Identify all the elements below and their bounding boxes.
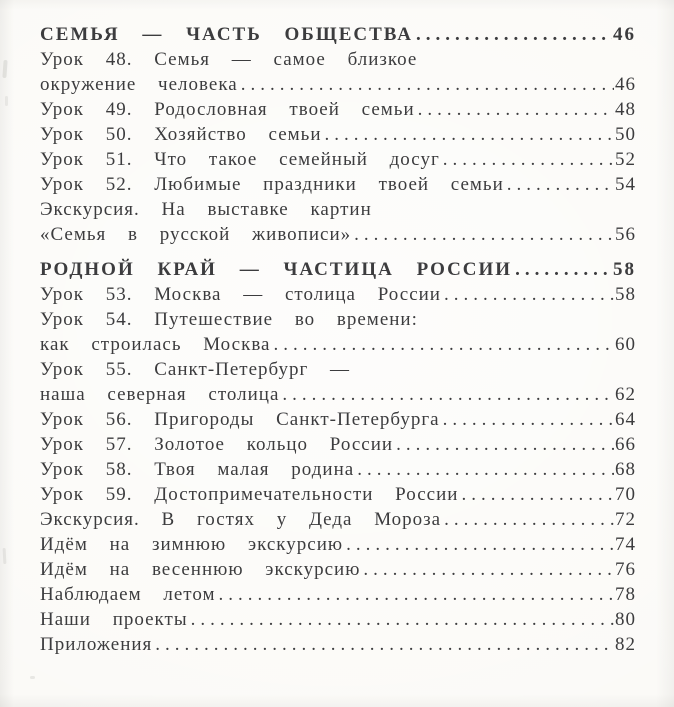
page-number: 82 xyxy=(615,634,636,655)
dot-leader xyxy=(444,507,614,532)
entry-title: Экскурсия. В гостях у Деда Мороза xyxy=(40,509,442,530)
toc-entry xyxy=(40,357,636,407)
page-number: 46 xyxy=(613,24,636,45)
toc-entry-line xyxy=(40,407,636,432)
page-number: 68 xyxy=(615,459,636,480)
entry-title: Урок 51. Что такое семейный досуг xyxy=(40,149,440,170)
toc-entry-line xyxy=(40,607,636,632)
toc-entry-line xyxy=(40,582,636,607)
toc-entry xyxy=(40,307,636,357)
page-number: 58 xyxy=(615,284,636,305)
page-number: 46 xyxy=(615,74,636,95)
page-number: 66 xyxy=(615,434,636,455)
dot-leader xyxy=(444,282,614,307)
toc-entry-line xyxy=(40,382,636,407)
entry-title: Наши проекты xyxy=(40,609,188,630)
entry-title-line: Урок 48. Семья — самое близкое xyxy=(40,49,418,70)
entry-title: Урок 57. Золотое кольцо России xyxy=(40,434,394,455)
toc-entry-line xyxy=(40,147,636,172)
dot-leader xyxy=(354,222,614,247)
dot-leader xyxy=(219,582,615,607)
entry-title: Урок 49. Родословная твоей семьи xyxy=(40,99,415,120)
entry-title: Идём на весеннюю экскурсию xyxy=(40,559,361,580)
entry-title: «Семья в русской живописи» xyxy=(40,224,352,245)
toc-entry-line xyxy=(40,457,636,482)
dot-leader xyxy=(241,72,614,97)
dot-leader xyxy=(273,332,614,357)
dot-leader xyxy=(324,122,614,147)
dot-leader xyxy=(155,632,614,657)
entry-title: Урок 59. Достопримечательности России xyxy=(40,484,459,505)
toc-entry xyxy=(40,147,636,172)
toc-entry xyxy=(40,122,636,147)
entry-title: Урок 50. Хозяйство семьи xyxy=(40,124,322,145)
toc-entry-line xyxy=(40,172,636,197)
dot-leader xyxy=(443,407,614,432)
entry-title: Наблюдаем летом xyxy=(40,584,216,605)
toc-entry-line xyxy=(40,222,636,247)
entry-title: Урок 58. Твоя малая родина xyxy=(40,459,355,480)
dot-leader xyxy=(357,457,614,482)
dot-leader xyxy=(416,22,612,47)
dot-leader xyxy=(282,382,614,407)
toc-entry-line xyxy=(40,557,636,582)
toc-entry xyxy=(40,282,636,307)
toc-section xyxy=(40,257,636,657)
page-number: 62 xyxy=(615,384,636,405)
scan-artifact xyxy=(30,676,35,679)
toc-entry-line xyxy=(40,282,636,307)
toc-section-header xyxy=(40,257,636,282)
toc-entry-line xyxy=(40,632,636,657)
toc-entry xyxy=(40,97,636,122)
dot-leader xyxy=(515,257,612,282)
toc-entry xyxy=(40,482,636,507)
page-number: 60 xyxy=(615,334,636,355)
entry-title: Идём на зимнюю экскурсию xyxy=(40,534,344,555)
toc-list xyxy=(40,22,636,657)
toc-entry-line xyxy=(40,97,636,122)
page-number: 56 xyxy=(615,224,636,245)
toc-entry xyxy=(40,172,636,197)
page-number: 58 xyxy=(613,259,636,280)
entry-title: Приложения xyxy=(40,634,153,655)
page-number: 80 xyxy=(615,609,636,630)
page-number: 50 xyxy=(615,124,636,145)
page-number: 74 xyxy=(615,534,636,555)
toc-entry-line xyxy=(40,72,636,97)
toc-entry-line xyxy=(40,122,636,147)
entry-title: как строилась Москва xyxy=(40,334,271,355)
dot-leader xyxy=(461,482,614,507)
toc-section-header xyxy=(40,22,636,47)
scan-artifact xyxy=(5,96,8,106)
page-number: 52 xyxy=(615,149,636,170)
toc-entry-line xyxy=(40,507,636,532)
section-title: СЕМЬЯ — ЧАСТЬ ОБЩЕСТВА xyxy=(40,24,413,45)
page-number: 72 xyxy=(615,509,636,530)
toc-entry-line xyxy=(40,532,636,557)
toc-entry xyxy=(40,582,636,607)
dot-leader xyxy=(418,97,614,122)
entry-title: Урок 52. Любимые праздники твоей семьи xyxy=(40,174,504,195)
dot-leader xyxy=(191,607,614,632)
scan-artifact xyxy=(2,60,7,78)
page-number: 76 xyxy=(615,559,636,580)
page-number: 48 xyxy=(615,99,636,120)
toc-entry xyxy=(40,607,636,632)
entry-title-line: Урок 55. Санкт-Петербург — xyxy=(40,359,351,380)
entry-title: Урок 56. Пригороды Санкт-Петербурга xyxy=(40,409,440,430)
toc-section xyxy=(40,22,636,247)
toc-entry xyxy=(40,532,636,557)
entry-title-line: Урок 54. Путешествие во времени: xyxy=(40,309,418,330)
entry-title: окружение человека xyxy=(40,74,238,95)
page-number: 54 xyxy=(615,174,636,195)
toc-entry xyxy=(40,197,636,247)
section-title: РОДНОЙ КРАЙ — ЧАСТИЦА РОССИИ xyxy=(40,259,513,280)
dot-leader xyxy=(396,432,614,457)
toc-entry xyxy=(40,407,636,432)
toc-entry xyxy=(40,47,636,97)
dot-leader xyxy=(363,557,614,582)
toc-entry-line xyxy=(40,432,636,457)
toc-entry xyxy=(40,432,636,457)
entry-title: наша северная столица xyxy=(40,384,280,405)
toc-entry xyxy=(40,557,636,582)
page-number: 70 xyxy=(615,484,636,505)
page-number: 64 xyxy=(615,409,636,430)
toc-entry xyxy=(40,632,636,657)
dot-leader xyxy=(443,147,614,172)
toc-entry-line xyxy=(40,482,636,507)
toc-entry xyxy=(40,457,636,482)
toc-entry xyxy=(40,507,636,532)
page-number: 78 xyxy=(615,584,636,605)
dot-leader xyxy=(507,172,614,197)
scan-artifact xyxy=(3,548,7,564)
dot-leader xyxy=(346,532,614,557)
toc-entry-line xyxy=(40,332,636,357)
entry-title: Урок 53. Москва — столица России xyxy=(40,284,441,305)
entry-title-line: Экскурсия. На выставке картин xyxy=(40,199,372,220)
